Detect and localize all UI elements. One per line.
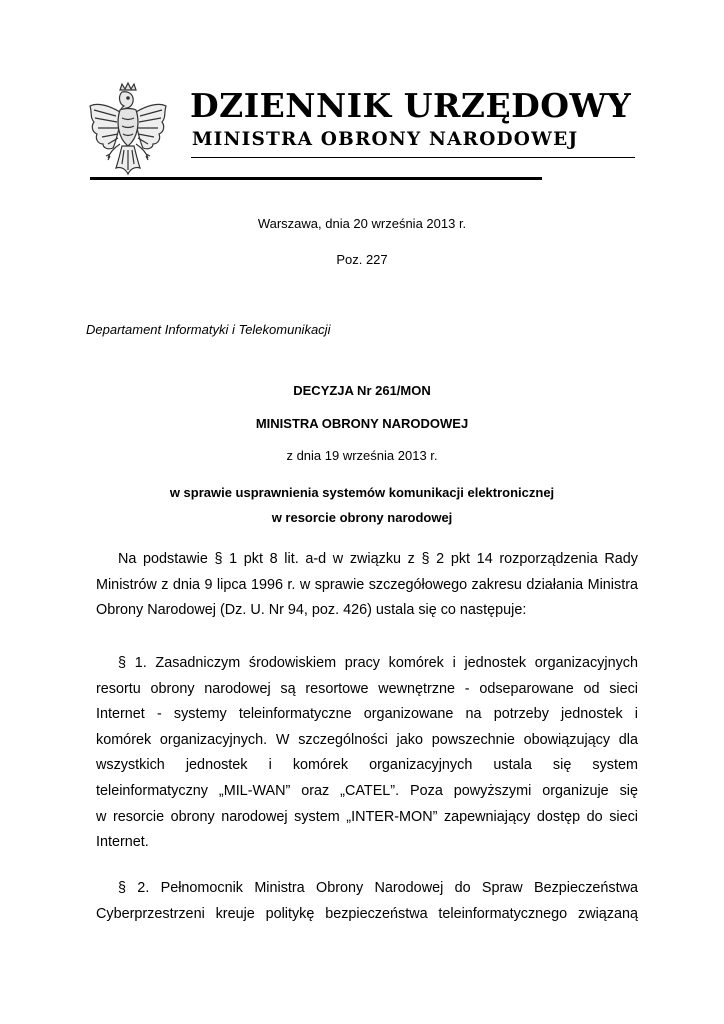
decision-subject-line: w resorcie obrony narodowej [271,510,453,525]
paragraph-legal-basis [96,547,638,624]
journal-header [86,82,642,190]
position-number: Poz. 227 [336,252,388,267]
paragraph-line: w resorcie obrony narodowej system „INTER-MON” zapewniający dostęp do sieci [96,808,638,825]
decision-subject [0,480,724,530]
paragraph-line: Internet - systemy teleinformatyczne organizowane na potrzeby jednostek i [96,706,638,723]
header-divider-thick [90,177,542,180]
header-divider-thin [191,157,635,158]
paragraph-line: teleinformatyczny „MIL-WAN” oraz „CATEL”. Poza powyższymi organizuje się [96,782,638,799]
decision-subject-line: w sprawie usprawnienia systemów komunikacji elektronicznej [169,485,555,500]
paragraph-line: Na podstawie § 1 pkt 8 lit. a-d w związku z § 2 pkt 14 rozporządzenia Rady [118,551,638,567]
paragraph-line: resortu obrony narodowej są resortowe wewnętrzne - odseparowane od sieci [96,680,638,697]
decision-number: DECYZJA Nr 261/MON [293,383,431,398]
paragraph-section-2 [96,876,638,927]
polish-eagle-emblem-icon [86,82,170,182]
paragraph-line: Ministrów z dnia 9 lipca 1996 r. w sprawie szczegółowego zakresu działania Ministra [96,576,638,593]
paragraph-line: Internet. [96,834,149,851]
department-name: Departament Informatyki i Telekomunikacji [86,322,331,337]
paragraph-line: wszystkich jednostek i komórek organizacyjnych ustala się system [96,757,638,774]
decision-issuer: MINISTRA OBRONY NARODOWEJ [255,416,469,431]
journal-title: DZIENNIK URZĘDOWY [190,86,632,125]
paragraph-line: Obrony Narodowej (Dz. U. Nr 94, poz. 426) ustala się co następuje: [96,602,527,619]
paragraph-line: § 2. Pełnomocnik Ministra Obrony Narodowej do Spraw Bezpieczeństwa [118,880,638,896]
place-and-date: Warszawa, dnia 20 września 2013 r. [257,216,467,231]
journal-subtitle: MINISTRA OBRONY NARODOWEJ [192,129,579,150]
decision-date: z dnia 19 września 2013 r. [286,448,438,463]
paragraph-line: Cyberprzestrzeni kreuje politykę bezpieczeństwa teleinformatycznego związaną [96,905,638,922]
paragraph-line: § 1. Zasadniczym środowiskiem pracy komórek i jednostek organizacyjnych [118,655,638,671]
paragraph-line: komórek organizacyjnych. W szczególności jako powszechnie obowiązujący dla [96,731,638,748]
paragraph-section-1 [96,651,638,856]
